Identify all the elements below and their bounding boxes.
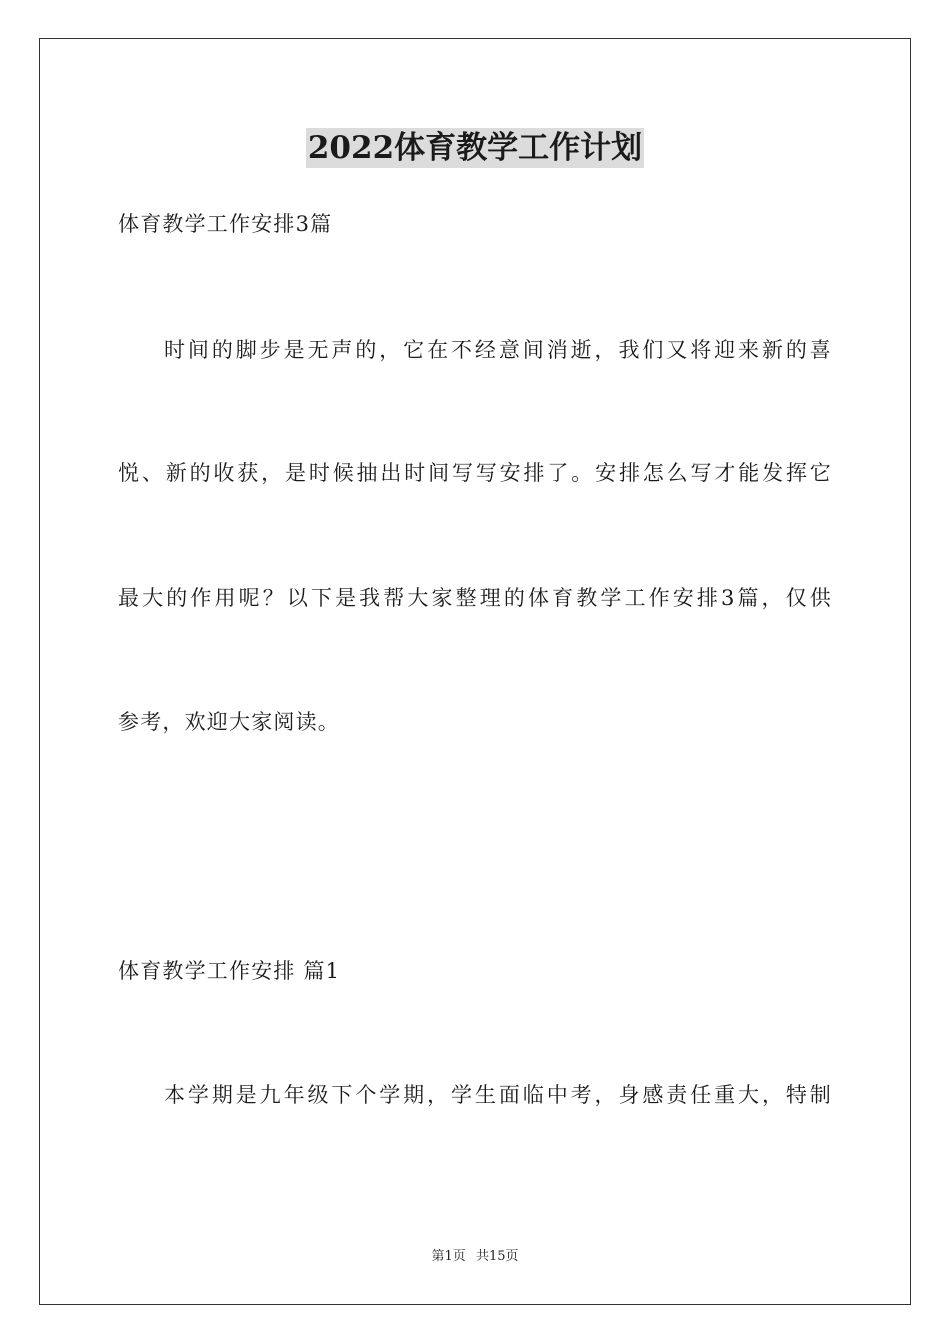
document-subtitle: 体育教学工作安排3篇 xyxy=(118,212,333,236)
section-heading: 体育教学工作安排 篇1 xyxy=(118,959,341,983)
paragraph-line: 本学期是九年级下个学期，学生面临中考，身感责任重大，特制 xyxy=(164,1083,832,1107)
document-title: 2022体育教学工作计划 xyxy=(307,130,643,166)
paragraph-line: 时间的脚步是无声的，它在不经意间消逝，我们又将迎来新的喜 xyxy=(164,338,832,362)
paragraph-line: 参考，欢迎大家阅读。 xyxy=(118,710,340,734)
paragraph-line: 悦、新的收获，是时候抽出时间写写安排了。安排怎么写才能发挥它 xyxy=(118,461,832,485)
title-container xyxy=(0,128,950,168)
paragraph-line: 最大的作用呢？以下是我帮大家整理的体育教学工作安排3篇，仅供 xyxy=(118,586,832,610)
page-footer xyxy=(0,1248,950,1266)
page-total: 共15页 xyxy=(475,1249,519,1264)
page-number: 第1页 xyxy=(431,1249,466,1264)
